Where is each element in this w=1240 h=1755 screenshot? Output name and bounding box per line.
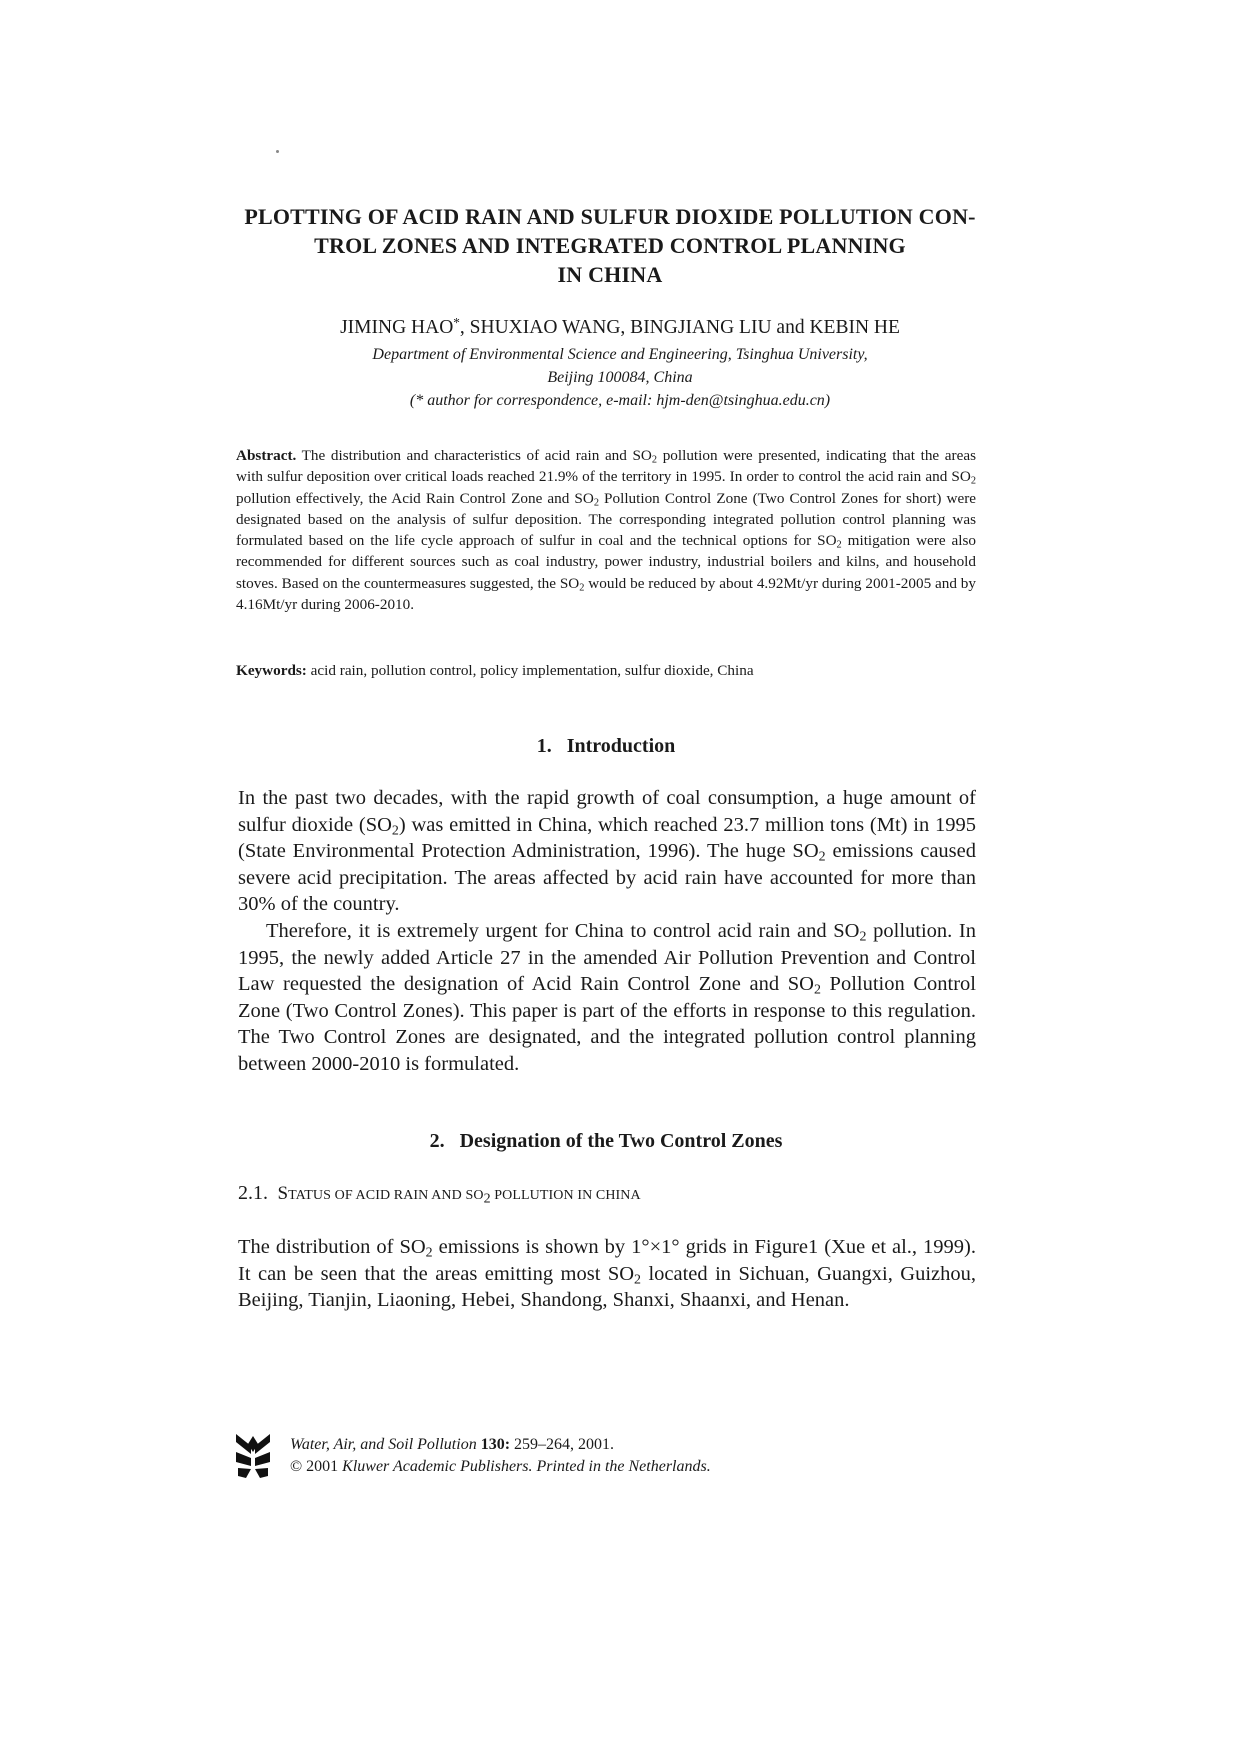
title-line: IN CHINA [557,262,663,287]
journal-volume: 130: [480,1436,511,1453]
subscript: 2 [813,982,821,998]
affiliation-line: Beijing 100084, China [547,369,693,386]
publisher-name: Kluwer Academic Publishers. Printed in the Netherlands. [342,1458,711,1475]
subscript: 2 [818,849,826,865]
subsection-heading [238,1181,978,1208]
subscript: 2 [579,582,585,594]
citation-line [290,1434,910,1456]
paragraph-text: The distribution of SO [238,1236,426,1258]
copyright-symbol: © 2001 [290,1458,343,1475]
subsection-smallcaps: TATUS OF ACID RAIN AND [288,1188,466,1203]
affiliation [240,343,1000,412]
subscript: 2 [634,1272,642,1288]
subscript: 2 [651,454,658,466]
paragraph-text: In the past two decades, with the rapid growth of coal consumption, a huge amount of sulfur dioxide (SO [238,787,976,836]
subscript: 2 [483,1191,491,1207]
subscript: 2 [391,823,399,839]
scan-speck [276,150,279,153]
abstract [236,445,976,615]
paragraph-text: Pollution Control Zone (Two Control Zones). This paper is part of the efforts in response to this regulation. The Two Control Zones are designated, and the integrated pollution control planning between 2000-2010 is formulated. [238,973,976,1075]
section-heading-designation: 2. Designation of the Two Control Zones [429,1130,783,1152]
keywords-text: acid rain, pollution control, policy implementation, sulfur dioxide, China [306,662,754,679]
abstract-text: pollution effectively, the Acid Rain Control Zone and SO [236,489,594,507]
subsection-cap: S [277,1183,289,1204]
journal-name: Water, Air, and Soil Pollution [290,1436,481,1453]
corresponding-mark: * [453,315,460,331]
paragraph-text: ) was emitted in China, which reached 23.7 million tons (Mt) in 1995 (State Environmental Protection Administration, 1996). The huge SO [238,813,976,863]
subscript: 2 [836,539,842,551]
kluwer-publisher-logo-icon [236,1432,270,1478]
author-first: JIMING HAO [340,317,454,338]
abstract-text: Pollution Control Zone (Two Control Zones for short) were designated based on the analysis of sulfur deposition. The corresponding integrated pollution control planning was formulated based on the life cycle approach of sulfur in coal and the technical options for SO [236,489,977,550]
author-list [240,316,1000,340]
paper-title [230,202,990,289]
intro-paragraph [238,785,976,918]
intro-paragraph [238,918,976,1078]
paragraph-text: pollution. In 1995, the newly added Article 27 in the amended Air Pollution Prevention and Control Law requested the designation of Acid Rain Control Zone and SO [238,920,977,996]
title-line: PLOTTING OF ACID RAIN AND SULFUR DIOXIDE POLLUTION CON- [244,204,976,229]
title-line: TROL ZONES AND INTEGRATED CONTROL PLANNING [314,233,906,258]
subscript: 2 [593,497,599,509]
paragraph-text: emissions is shown by 1°×1° grids in Figure1 (Xue et al., 1999). It can be seen that the areas emitting most SO [238,1236,976,1285]
keywords [236,660,976,681]
abstract-text: pollution were presented, indicating that the areas with sulfur deposition over critical loads reached 21.9% of the territory in 1995. In order to control the acid rain and SO [236,447,976,486]
subsection-number: 2.1. [238,1182,268,1204]
affiliation-line: Department of Environmental Science and Engineering, Tsinghua University, [372,346,868,363]
section2-paragraph [238,1234,976,1314]
subscript: 2 [859,929,867,945]
author-rest: , SHUXIAO WANG, BINGJIANG LIU and KEBIN HE [459,317,900,338]
subsection-smallcaps: SO [465,1188,484,1203]
affiliation-line: (* author for correspondence, e-mail: hjm-den@tsinghua.edu.cn) [409,392,831,409]
keywords-label: Keywords: [236,662,307,679]
copyright-line [290,1456,910,1478]
subscript: 2 [425,1245,433,1261]
abstract-text: would be reduced by about 4.92Mt/yr during 2001-2005 and by 4.16Mt/yr during 2006-2010. [236,574,976,614]
paragraph-text: emissions caused severe acid precipitation. The areas affected by acid rain have accounted for more than 30% of the country. [238,840,976,916]
paragraph-text: Therefore, it is extremely urgent for China to control acid rain and SO [266,920,860,942]
section-heading-introduction: 1. Introduction [536,735,676,757]
abstract-label: Abstract. [236,447,297,464]
subscript: 2 [970,475,976,487]
journal-pages: 259–264, 2001. [510,1436,615,1453]
abstract-text: mitigation were also recommended for different sources such as coal industry, power industry, industrial boilers and kilns, and household stoves. Based on the countermeasures suggested, the SO [236,532,976,592]
paragraph-text: located in Sichuan, Guangxi, Guizhou, Beijing, Tianjin, Liaoning, Hebei, Shandong, Shanxi, Shaanxi, and Henan. [238,1262,976,1312]
subsection-smallcaps: POLLUTION IN CHINA [490,1188,641,1203]
journal-footer [290,1434,910,1478]
abstract-text: The distribution and characteristics of acid rain and SO [296,447,652,464]
